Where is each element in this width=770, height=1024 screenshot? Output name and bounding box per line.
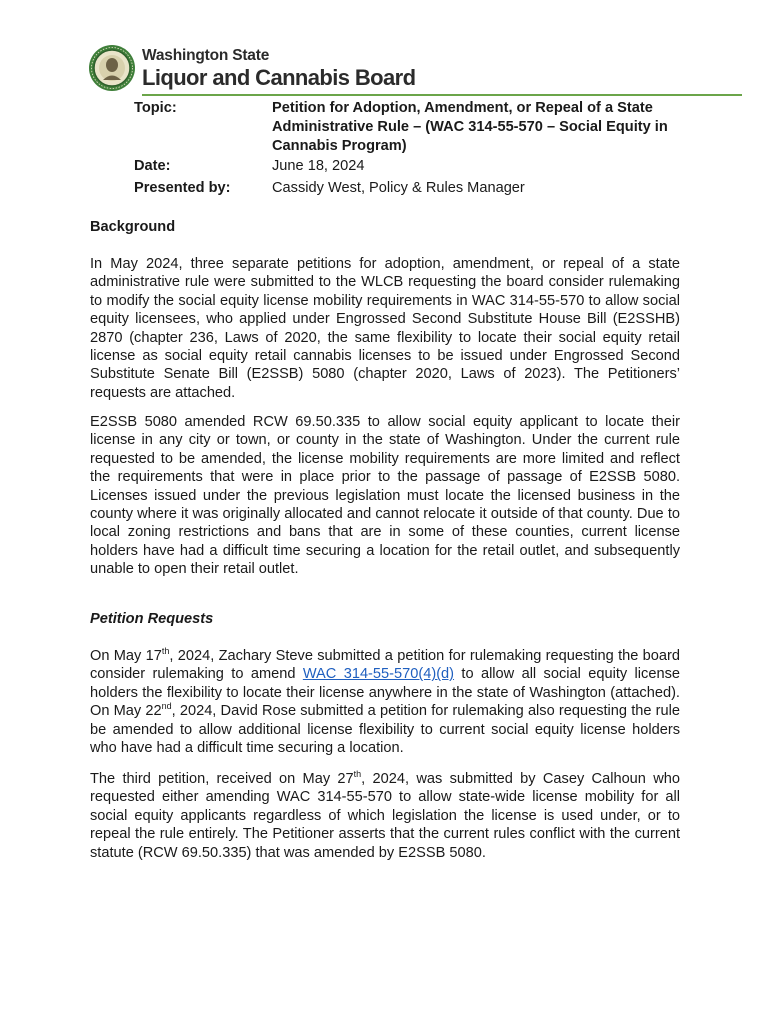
date-label: Date: bbox=[134, 158, 171, 174]
topic-label: Topic: bbox=[134, 100, 177, 116]
org-name-line1: Washington State bbox=[142, 47, 270, 64]
date-value: June 18, 2024 bbox=[272, 158, 365, 174]
header-divider bbox=[142, 94, 742, 96]
text-run: On May 17 bbox=[90, 648, 162, 664]
wac-314-55-570-4-d-link[interactable]: WAC 314-55-570(4)(d) bbox=[302, 666, 455, 683]
petition-requests-heading: Petition Requests bbox=[90, 611, 214, 627]
text-run: , 2024, Zachary Steve submitted a petition for rulemaking requesting the board consider rulemaking to amend bbox=[90, 648, 680, 683]
text-run: The third petition, received on May 27 bbox=[90, 771, 354, 787]
agency-logo bbox=[88, 44, 416, 96]
presented-by-value: Cassidy West, Policy & Rules Manager bbox=[272, 180, 525, 196]
washington-state-seal-icon bbox=[88, 44, 136, 92]
background-heading: Background bbox=[90, 219, 176, 235]
presented-by-label: Presented by: bbox=[134, 180, 231, 196]
text-run: , 2024, David Rose submitted a petition for rulemaking also requesting the rule be amended to allow additional license flexibility to current social equity license holders who have had a difficult time securing a location. bbox=[90, 703, 680, 757]
text-run: to allow all social equity license holders the flexibility to locate their license anywhere in the state of Washington (attached). On May 22 bbox=[90, 666, 680, 720]
petition-requests-paragraph-2 bbox=[90, 770, 680, 862]
superscript: th bbox=[353, 769, 362, 780]
background-paragraph-2: E2SSB 5080 amended RCW 69.50.335 to allow social equity applicant to locate their license in any city or town, or county in the state of Washington. Under the current rule requested to be amended, the license mobility requirements are more limited and reflect the requirements that were in place prior to the passage of passage of E2SSB 5080. Licenses issued under the previous legislation must locate the licensed business in the county where it was originally allocated and cannot relocate it outside of that county. Due to local zoning restrictions and bans that are in some of these counties, current license holders have had a difficult time securing a location for the retail outlet, and subsequently unable to open their retail outlet. bbox=[90, 414, 680, 578]
topic-value: Petition for Adoption, Amendment, or Repeal of a State Administrative Rule – (WAC 314-55-570 – Social Equity in Cannabis Program) bbox=[272, 100, 668, 154]
text-run: , 2024, was submitted by Casey Calhoun who requested either amending WAC 314-55-570 to allow state-wide license mobility for all social equity applicants regardless of which legislation the license is used under, or to repeal the rule entirely. The Petitioner asserts that the current rules conflict with the current statute (RCW 69.50.335) that was amended by E2SSB 5080. bbox=[90, 771, 680, 861]
superscript: nd bbox=[161, 701, 172, 712]
org-name-line2: Liquor and Cannabis Board bbox=[142, 65, 416, 90]
petition-requests-paragraph-1 bbox=[90, 647, 680, 757]
superscript: th bbox=[161, 646, 170, 657]
background-paragraph-1: In May 2024, three separate petitions for adoption, amendment, or repeal of a state administrative rule were submitted to the WLCB requesting the board consider rulemaking to modify the social equity license mobility requirements in WAC 314-55-570 to allow social equity licensees, who applied under Engrossed Second Substitute House Bill (E2SSHB) 2870 (chapter 236, Laws of 2020, the same flexibility to locate their social equity retail license as social equity retail cannabis licenses to be issued under Engrossed Second Substitute Senate Bill (E2SSB) 5080 (chapter 2020, Laws of 2023). The Petitioners’ requests are attached. bbox=[90, 256, 680, 401]
